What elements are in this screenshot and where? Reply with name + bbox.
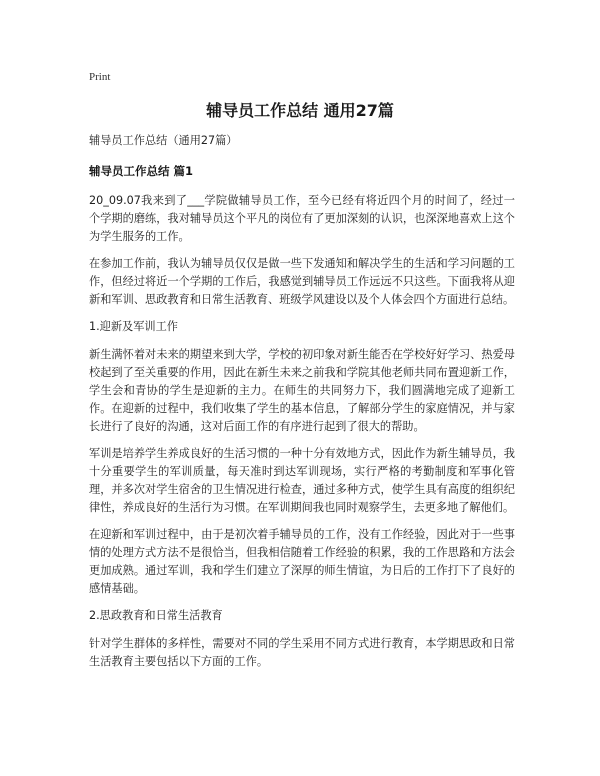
subsection-heading-1: 1.迎新及军训工作 xyxy=(89,320,178,333)
paragraph-intro-1: 20_09.07我来到了___学院做辅导员工作，至今已经有将近四个月的时间了，经过一个学期的磨练，我对辅导员这个平凡的岗位有了更加深刻的认识，也深深地喜欢上这个为学生服务的工作。 xyxy=(89,194,515,243)
document-body xyxy=(89,132,515,680)
section-heading: 辅导员工作总结 篇1 xyxy=(89,164,194,178)
paragraph-military-training: 军训是培养学生养成良好的生活习惯的一种十分有效地方式，因此作为新生辅导员，我十分重要学生的军训质量，每天准时到达军训现场，实行严格的考勤制度和军事化管理，并多次对学生宿舍的卫生情况进行检查，通过多种方式，使学生具有高度的组织纪律性，养成良好的生活行为习惯。在军训期间我也同时观察学生，去更多地了解他们。 xyxy=(89,447,515,514)
paragraph-intro-2: 在参加工作前，我认为辅导员仅仅是做一些下发通知和解决学生的生活和学习问题的工作，但经过将近一个学期的工作后，我感觉到辅导员工作远远不只这些。下面我将从迎新和军训、思政教育和日常生活教育、班级学风建设以及个人体会四个方面进行总结。 xyxy=(89,257,515,306)
print-label: Print xyxy=(89,71,111,83)
paragraph-education: 针对学生群体的多样性，需要对不同的学生采用不同方式进行教育，本学期思政和日常生活教育主要包括以下方面的工作。 xyxy=(89,637,515,668)
document-subtitle: 辅导员工作总结（通用27篇） xyxy=(89,134,238,147)
subsection-heading-2: 2.思政教育和日常生活教育 xyxy=(89,609,223,622)
paragraph-reflection: 在迎新和军训过程中，由于是初次着手辅导员的工作，没有工作经验，因此对于一些事情的处理方式方法不是很恰当，但我相信随着工作经验的积累，我的工作思路和方法会更加成熟。通过军训，我和学生们建立了深厚的师生情谊，为日后的工作打下了良好的感情基础。 xyxy=(89,528,515,595)
document-title: 辅导员工作总结 通用27篇 xyxy=(206,101,394,120)
paragraph-orientation: 新生满怀着对未来的期望来到大学，学校的初印象对新生能否在学校好好学习、热爱母校起到了至关重要的作用，因此在新生未来之前我和学院其他老师共同布置迎新工作，学生会和青协的学生是迎新的主力。在师生的共同努力下，我们圆满地完成了迎新工作。在迎新的过程中，我们收集了学生的基本信息，了解部分学生的家庭情况，并与家长进行了良好的沟通，这对后面工作的有序进行起到了很大的帮助。 xyxy=(89,348,515,433)
